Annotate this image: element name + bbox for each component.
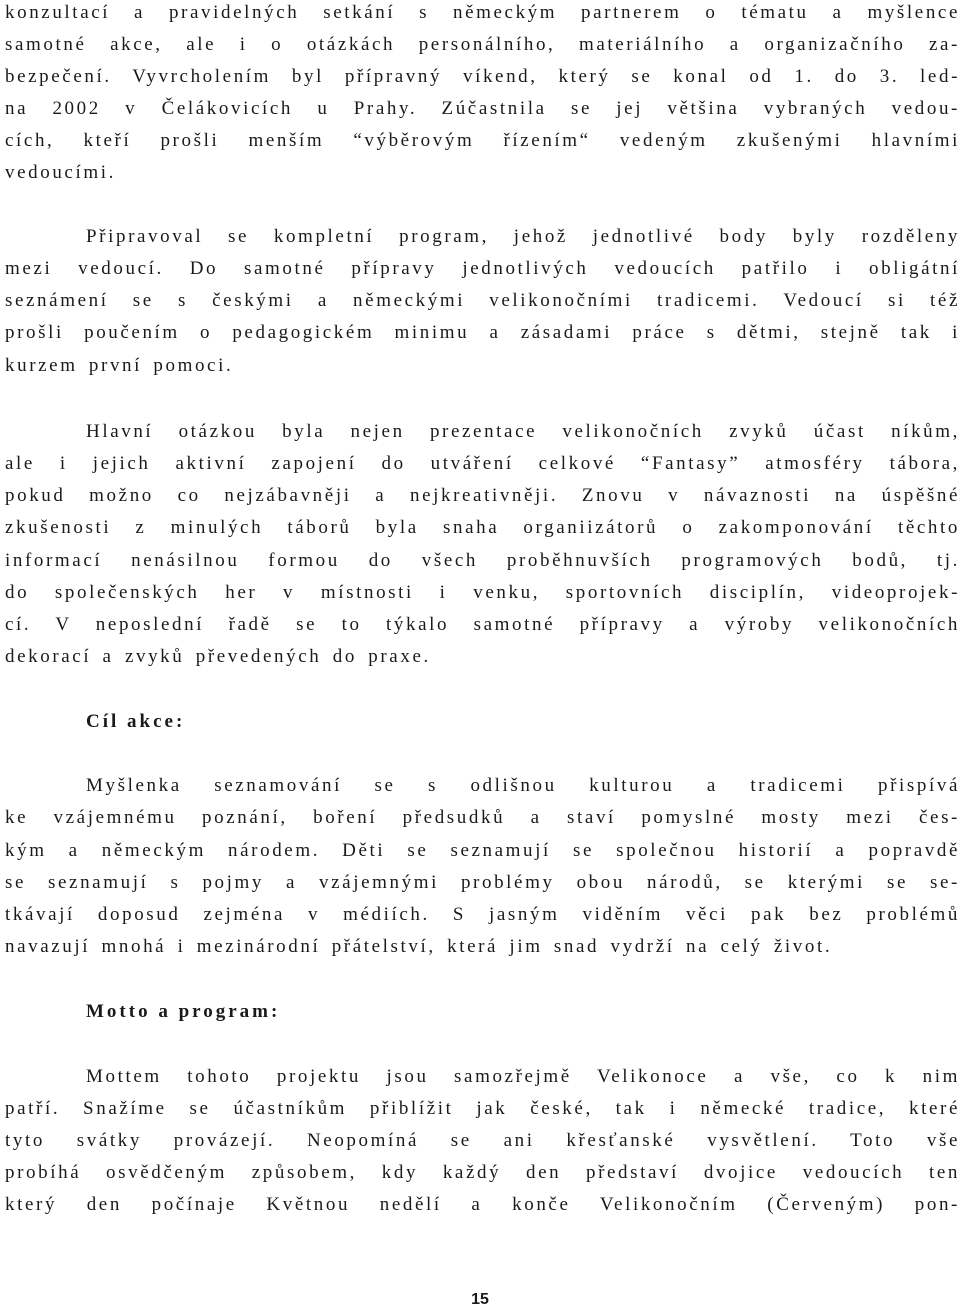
page-number: 15 — [471, 1291, 489, 1308]
text-line: ke vzájemnému poznání, boření předsudků a staví pomyslné mosty mezi čes- — [5, 807, 960, 828]
text-line: se seznamují s pojmy a vzájemnými problémy obou národů, se kterými se se- — [5, 872, 960, 893]
text-line: cích, kteří prošli menším “výběrovým řízením“ vedeným zkušenými hlavními — [5, 130, 960, 151]
text-line: prošli poučením o pedagogickém minimu a zásadami práce s dětmi, stejně tak i — [5, 322, 960, 343]
text-line: seznámení se s českými a německými velikonočními tradicemi. Vedoucí si též — [5, 290, 960, 311]
text-line: vedoucími. — [5, 162, 116, 183]
text-line: Myšlenka seznamování se s odlišnou kulturou a tradicemi přispívá — [86, 775, 960, 796]
text-line: informací nenásilnou formou do všech proběhnuvších programových bodů, tj. — [5, 550, 960, 571]
text-line: bezpečení. Vyvrcholením byl přípravný víkend, který se konal od 1. do 3. led- — [5, 66, 960, 87]
text-line: dekorací a zvyků převedených do praxe. — [5, 646, 431, 667]
text-line: kým a německým národem. Děti se seznamují se společnou historií a popravdě — [5, 840, 960, 861]
text-line: Hlavní otázkou byla nejen prezentace velikonočních zvyků účast níkům, — [86, 421, 960, 442]
text-line: ale i jejich aktivní zapojení do utváření celkové “Fantasy” atmosféry tábora, — [5, 453, 960, 474]
text-line: zkušenosti z minulých táborů byla snaha organiizátorů o zakomponování těchto — [5, 517, 960, 538]
text-line: do společenských her v místnosti i venku, sportovních disciplín, videoprojek- — [5, 582, 960, 603]
text-line: probíhá osvědčeným způsobem, kdy každý den představí dvojice vedoucích ten — [5, 1162, 960, 1183]
text-line: mezi vedoucí. Do samotné přípravy jednotlivých vedoucích patřilo i obligátní — [5, 258, 960, 279]
section-heading-motto: Motto a program: — [86, 1001, 281, 1022]
text-line: cí. V neposlední řadě se to týkalo samotné přípravy a výroby velikonočních — [5, 614, 960, 635]
text-line: kurzem první pomoci. — [5, 355, 234, 376]
text-line: na 2002 v Čelákovicích u Prahy. Zúčastnila se jej většina vybraných vedou- — [5, 98, 960, 119]
text-line: patří. Snažíme se účastníkům přiblížit jak české, tak i německé tradice, které — [5, 1098, 960, 1119]
section-heading-goal: Cíl akce: — [86, 711, 186, 732]
text-line: samotné akce, ale i o otázkách personálního, materiálního a organizačního za- — [5, 34, 960, 55]
text-line: který den počínaje Květnou nedělí a konče Velikonočním (Červeným) pon- — [5, 1194, 960, 1215]
text-line: Připravoval se kompletní program, jehož jednotlivé body byly rozděleny — [86, 226, 960, 247]
text-line: tyto svátky provázejí. Neopomíná se ani křesťanské vysvětlení. Toto vše — [5, 1130, 960, 1151]
text-line: Mottem tohoto projektu jsou samozřejmě Velikonoce a vše, co k nim — [86, 1066, 960, 1087]
text-line: konzultací a pravidelných setkání s německým partnerem o tématu a myšlence — [5, 2, 960, 23]
text-line: pokud možno co nejzábavněji a nejkreativněji. Znovu v návaznosti na úspěšné — [5, 485, 960, 506]
text-line: tkávají doposud zejména v médiích. S jasným viděním věci pak bez problémů — [5, 904, 960, 925]
text-line: navazují mnohá i mezinárodní přátelství, která jim snad vydrží na celý život. — [5, 936, 833, 957]
